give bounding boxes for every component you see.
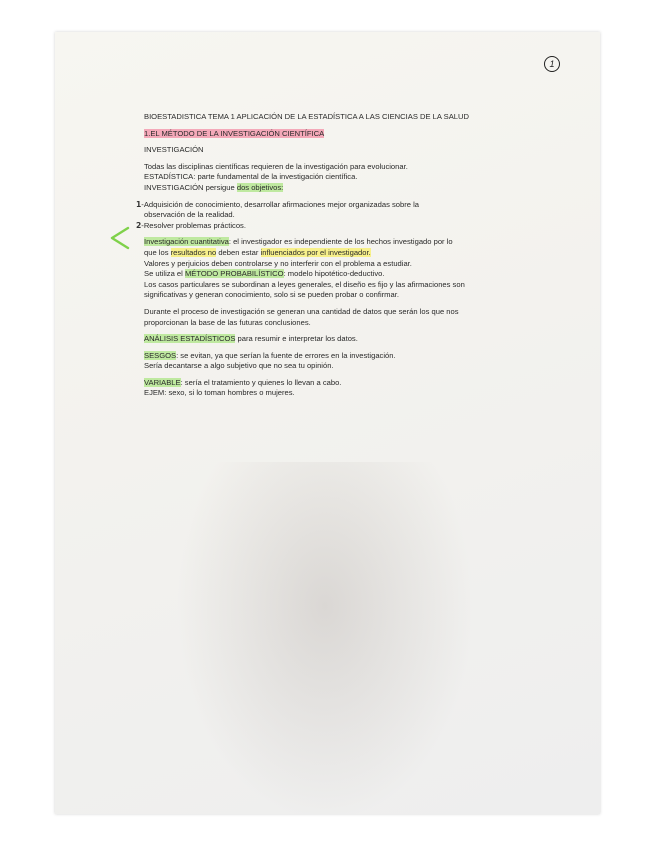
quantitative-term: Investigación cuantitativa — [144, 237, 229, 247]
para2-line4-a: Se utiliza el — [144, 269, 185, 279]
influenced-highlight: influenciados por el investigador. — [260, 247, 371, 257]
para2-line2 — [144, 248, 514, 259]
para5-line1-rest: : se evitan, ya que serían la fuente de errores en la investigación. — [176, 350, 396, 360]
probabilistic-method-highlight: MÉTODO PROBABILÍSTICO — [184, 269, 284, 279]
para1-line1: Todas las disciplinas científicas requieren de la investigación para evolucionar. — [144, 161, 408, 171]
section-heading-text: 1.EL MÉTODO DE LA INVESTIGACIÓN CIENTÍFICA — [144, 128, 325, 138]
para3-line1: Durante el proceso de investigación se generan una cantidad de datos que serán los que nos — [144, 306, 459, 316]
objective-1-number: 1 — [136, 199, 142, 209]
hand-shadow — [175, 462, 475, 814]
para2-line5: Los casos particulares se subordinan a leyes generales, el diseño es fijo y las afirmaciones son — [144, 279, 465, 289]
para6-line2: EJEM: sexo, si lo toman hombres o mujeres. — [144, 388, 295, 398]
objective-2-text: -Resolver problemas prácticos. — [141, 220, 246, 230]
para2-line1-rest: : el investigador es independiente de los hechos investigado por lo — [228, 237, 453, 247]
objective-2-number: 2 — [136, 220, 142, 230]
para5-line2: Sería decantarse a algo subjetivo que no sea tu opinión. — [144, 361, 334, 371]
para2-line4-b: : modelo hipotético-deductivo. — [283, 269, 385, 279]
para3-line2: proporcionan la base de las futuras conclusiones. — [144, 317, 311, 327]
para6-line1 — [144, 378, 514, 389]
biases-term: SESGOS — [144, 350, 177, 360]
para4 — [144, 334, 514, 345]
page-number-circle: 1 — [544, 56, 560, 72]
para1-line3-prefix: INVESTIGACIÓN persigue — [144, 182, 237, 192]
objectives-highlight: dos objetivos: — [236, 182, 284, 192]
para6-line1-rest: : sería el tratamiento y quienes lo llevan a cabo. — [180, 377, 342, 387]
statistical-analysis-term: ANÁLISIS ESTADÍSTICOS — [144, 334, 236, 344]
para1-line3 — [144, 183, 514, 194]
para1-line2: ESTADÍSTICA: parte fundamental de la investigación científica. — [144, 172, 358, 182]
objective-1 — [136, 199, 514, 211]
para2-line6: significativas y generan conocimiento, solo si se pueden probar o confirmar. — [144, 290, 399, 300]
results-highlight: resultados no — [170, 247, 217, 257]
objective-2 — [136, 220, 514, 232]
para5-line1 — [144, 351, 514, 362]
variable-term: VARIABLE — [144, 377, 181, 387]
subheading: INVESTIGACIÓN — [144, 145, 204, 155]
para2-line2-a: que los — [144, 247, 171, 257]
objective-1-line1: -Adquisición de conocimiento, desarrollar afirmaciones mejor organizadas sobre la — [141, 199, 420, 209]
para2-line2-b: deben estar — [216, 247, 261, 257]
para2-line4 — [144, 269, 514, 280]
para2-line1 — [144, 237, 514, 248]
para4-rest: para resumir e interpretar los datos. — [235, 334, 358, 344]
objective-1-line2: observación de la realidad. — [144, 210, 235, 220]
document-content — [136, 112, 514, 399]
document-title: BIOESTADISTICA TEMA 1 APLICACIÓN DE LA ESTADÍSTICA A LAS CIENCIAS DE LA SALUD — [144, 112, 469, 121]
para2-line3: Valores y perjuicios deben controlarse y no interferir con el problema a estudiar. — [144, 258, 412, 268]
section-heading — [144, 129, 514, 140]
